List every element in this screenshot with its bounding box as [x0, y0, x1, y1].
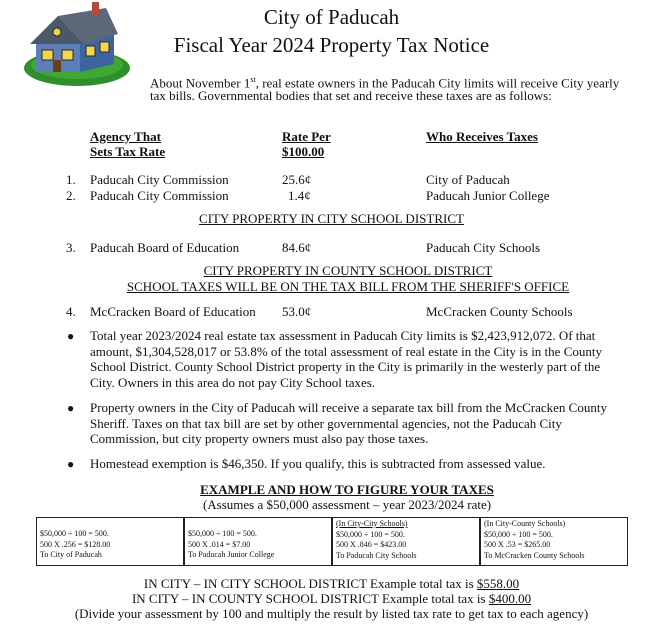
bullet-paragraph-assessment: Total year 2023/2024 real estate tax assessment in Paducah City limits is $2,423,912,072. Of that amount, $1,304,528,017 or 53.8% of the total assessment of real estate in the City is in the County School District. County School District property in the City is primarily in the westerly part of the City. Owners in this area do not pay City School taxes.: [90, 328, 602, 390]
example-box-county-schools: (In City-County Schools) $50,000 ÷ 100 = 500. 500 X .53 = $265.00 To McCracken County Schools: [480, 517, 628, 566]
row-agency: McCracken Board of Education: [90, 304, 256, 319]
row-number: 2.: [66, 188, 76, 203]
row-agency: Paducah Board of Education: [90, 240, 240, 255]
row-rate: 1.4¢: [288, 188, 311, 203]
bullet-paragraph-sheriff: Property owners in the City of Paducah will receive a separate tax bill from the McCracken County Sheriff. Taxes on that tax bill are set by other governmental agencies, not the Paducah City Commission, but city property owners must also pay those taxes.: [90, 400, 607, 446]
row-rate: 53.0¢: [282, 304, 312, 319]
header-agency-line2: Sets Tax Rate: [90, 144, 166, 159]
row-rate: 84.6¢: [282, 240, 312, 255]
bullet-dot: ●: [67, 457, 75, 471]
example-box-college: $50,000 ÷ 100 = 500. 500 X .014 = $7.00 To Paducah Junior College: [184, 517, 332, 566]
intro-line1: About November 1st, real estate owners in the Paducah City limits will receive City yearly: [150, 75, 620, 91]
instructions-note: (Divide your assessment by 100 and multiply the result by listed tax rate to get tax to each agency): [74, 606, 589, 621]
example-subtitle: (Assumes a $50,000 assessment – year 2023/2024 rate): [202, 497, 492, 512]
row-number: 4.: [66, 304, 76, 319]
row-number: 3.: [66, 240, 76, 255]
row-agency: Paducah City Commission: [90, 172, 229, 187]
header-agency-line1: Agency That: [90, 129, 161, 144]
header-rate-line2: $100.00: [282, 144, 325, 159]
row-receiver: Paducah City Schools: [426, 240, 541, 255]
page-title-line2: Fiscal Year 2024 Property Tax Notice: [173, 33, 490, 57]
section-county-school-line2: SCHOOL TAXES WILL BE ON THE TAX BILL FROM THE SHERIFF'S OFFICE: [126, 279, 570, 294]
bullet-dot: ●: [67, 401, 75, 415]
example-title: EXAMPLE AND HOW TO FIGURE YOUR TAXES: [200, 482, 494, 497]
intro-line2: tax bills. Governmental bodies that set and receive these taxes are as follows:: [150, 88, 552, 103]
row-receiver: McCracken County Schools: [426, 304, 573, 319]
section-county-school-line1: CITY PROPERTY IN COUNTY SCHOOL DISTRICT: [203, 263, 493, 278]
page-title-line1: City of Paducah: [263, 5, 400, 29]
row-rate: 25.6¢: [282, 172, 312, 187]
total-county-school: IN CITY – IN COUNTY SCHOOL DISTRICT Example total tax is $400.00: [131, 591, 532, 606]
section-city-school: CITY PROPERTY IN CITY SCHOOL DISTRICT: [199, 211, 464, 226]
header-rate-line1: Rate Per: [282, 129, 331, 144]
bullet-dot: ●: [67, 329, 75, 343]
total-city-school: IN CITY – IN CITY SCHOOL DISTRICT Example total tax is $558.00: [143, 576, 520, 591]
bullet-paragraph-homestead: Homestead exemption is $46,350. If you qualify, this is subtracted from assessed value.: [90, 456, 546, 471]
example-box-city-schools: (In City-City Schools) $50,000 ÷ 100 = 500. 500 X .846 = $423.00 To Paducah City Schools: [332, 517, 480, 566]
row-agency: Paducah City Commission: [90, 188, 229, 203]
example-box-city: $50,000 ÷ 100 = 500. 500 X .256 = $128.00 To City of Paducah: [36, 517, 184, 566]
row-receiver: Paducah Junior College: [426, 188, 550, 203]
row-number: 1.: [66, 172, 76, 187]
header-receiver: Who Receives Taxes: [426, 129, 538, 144]
row-receiver: City of Paducah: [426, 172, 510, 187]
